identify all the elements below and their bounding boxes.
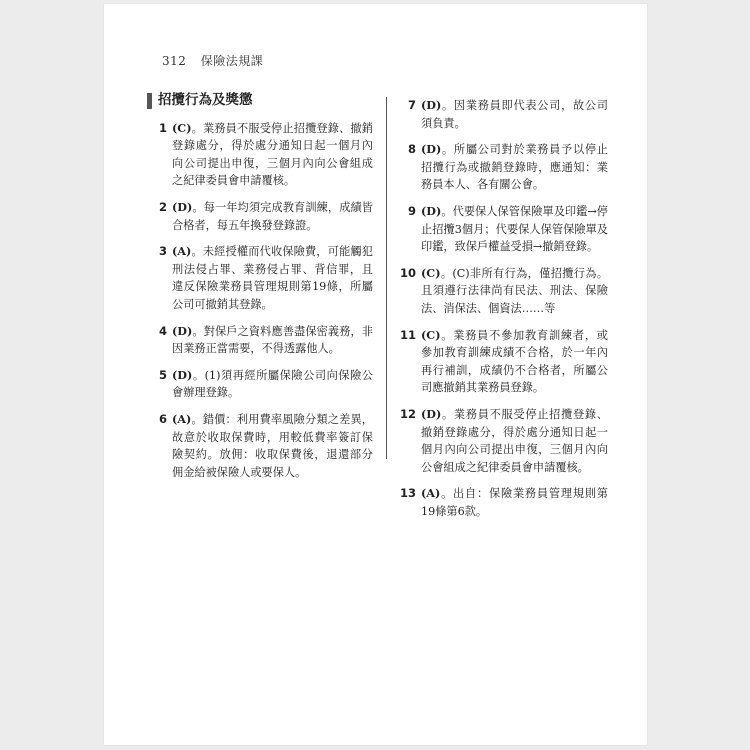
answer-choice: (D) — [421, 98, 442, 112]
answer-explanation: 。因業務員即代表公司，故公司須負責。 — [421, 99, 608, 130]
answer-item — [394, 203, 608, 256]
answer-item — [147, 199, 373, 234]
answer-choice: (D) — [421, 203, 442, 218]
answer-item — [147, 120, 373, 190]
right-column — [386, 97, 608, 518]
answer-item — [147, 367, 373, 402]
heading-bar — [147, 93, 152, 109]
answer-item — [394, 406, 608, 476]
answer-choice: (D) — [172, 367, 193, 382]
book-title: 保險法規課 — [200, 54, 264, 68]
answer-number: 5 — [158, 367, 167, 382]
answer-item — [394, 265, 608, 318]
answer-number: 4 — [158, 323, 167, 338]
answer-explanation: 。所屬公司對於業務員予以停止招攬行為或撤銷登錄時，應通知：業務員本人、各有關公會。 — [421, 143, 608, 192]
answer-item — [394, 141, 608, 194]
answer-number: 8 — [407, 142, 416, 157]
answer-number: 6 — [158, 411, 167, 426]
page-number: 312 — [162, 54, 187, 68]
answer-item — [147, 411, 373, 481]
answer-number: 12 — [399, 406, 416, 421]
section-heading — [147, 92, 373, 110]
answer-explanation: 。業務員不服受停止招攬登錄、撤銷登錄處分，得於處分通知日起一個月內向公司提出申復，三個月內向公會組成之紀律委員會申請覆核。 — [172, 121, 373, 188]
answer-choice: (D) — [421, 142, 442, 157]
answer-explanation: 。(C)非所有行為，僅招攬行為。且須遵行法律尚有民法、刑法、保險法、消保法、個資法……等 — [421, 266, 608, 315]
answer-explanation: 。業務員不參加教育訓練者，或參加教育訓練成績不合格，於一年內再行補訓，成績仍不合格者，所屬公司應撤銷其業務員登錄。 — [421, 328, 608, 395]
answer-choice: (D) — [421, 406, 442, 421]
answer-choice: (C) — [172, 120, 192, 135]
answer-number: 3 — [158, 244, 167, 259]
answer-item — [147, 243, 373, 313]
answer-number: 1 — [158, 120, 167, 135]
answer-choice: (D) — [172, 323, 193, 338]
answer-choice: (A) — [421, 486, 441, 501]
answer-number: 9 — [407, 203, 416, 218]
answer-number: 2 — [158, 199, 167, 214]
answer-number: 10 — [399, 265, 416, 280]
answer-item — [394, 327, 608, 397]
answer-item — [147, 323, 373, 358]
section-title: 招攬行為及獎懲 — [158, 92, 253, 108]
answer-explanation: 。業務員不服受停止招攬登錄、撤銷登錄處分，得於處分通知日起一個月內向公司提出申復，三個月內向公會組成之紀律委員會申請覆核。 — [421, 407, 608, 474]
answer-explanation: 。代要保人保管保險單及印鑑→停止招攬3個月；代要保人保管保險單及印鑑，致保戶權益受損→撤銷登錄。 — [421, 204, 608, 254]
answer-choice: (A) — [172, 244, 192, 259]
answer-explanation: 。對保戶之資料應善盡保密義務，非因業務正當需要，不得透露他人。 — [172, 324, 373, 356]
answer-explanation: 。每一年均須完成教育訓練，成績皆合格者，每五年換發登錄證。 — [172, 200, 373, 232]
answer-number: 7 — [407, 98, 416, 112]
answer-explanation: 。(1)須再經所屬保險公司向保險公會辦理登錄。 — [172, 368, 373, 400]
left-column — [147, 92, 373, 490]
answer-choice: (C) — [421, 327, 441, 342]
book-page — [104, 4, 647, 745]
answer-explanation: 。未經授權而代收保險費，可能觸犯刑法侵占罪、業務侵占罪、背信罪，且違反保險業務員管理規則第19條，所屬公司可撤銷其登錄。 — [172, 245, 373, 311]
answer-item — [394, 97, 608, 132]
answer-choice: (D) — [172, 199, 193, 214]
answer-number: 11 — [399, 327, 416, 342]
answer-item — [394, 485, 608, 520]
running-head — [162, 52, 263, 69]
answer-explanation: 。出自：保險業務員管理規則第19條第6款。 — [421, 487, 608, 518]
answer-explanation: 。錯價：利用費率風險分類之差異，故意於收取保費時，用較低費率簽訂保險契約。放佣：收取保費後，退還部分佣金給被保險人或要保人。 — [172, 412, 373, 479]
answer-choice: (C) — [421, 265, 441, 280]
answer-number: 13 — [399, 486, 416, 501]
answer-choice: (A) — [172, 411, 192, 426]
